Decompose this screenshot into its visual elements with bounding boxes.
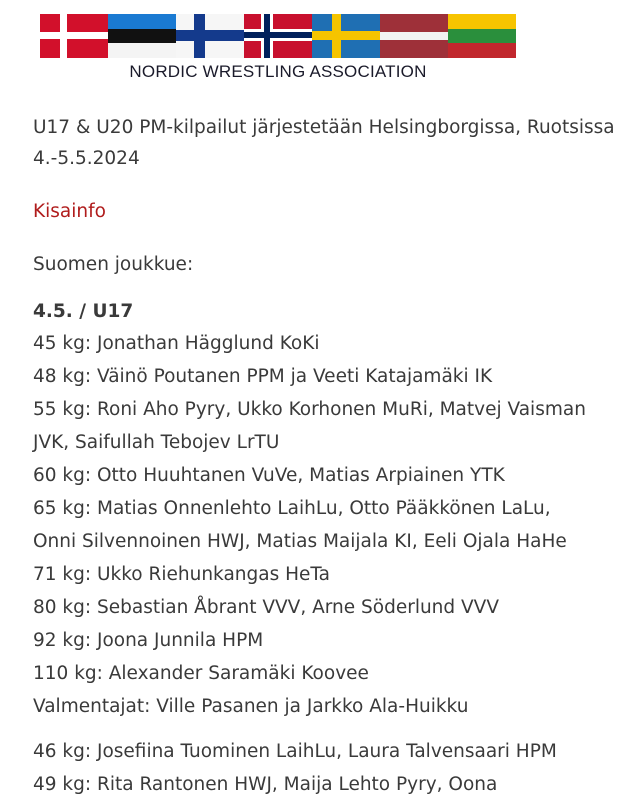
list-item: 49 kg: Rita Rantonen HWJ, Maija Lehto Pyry, Oona [33, 774, 498, 795]
list-item: 60 kg: Otto Huuhtanen VuVe, Matias Arpiainen YTK [33, 465, 505, 486]
coaches-line: Valmentajat: Ville Pasanen ja Jarkko Ala-Huikku [33, 696, 469, 717]
list-item: 65 kg: Matias Onnenlehto LaihLu, Otto Pääkkönen LaLu, [33, 498, 551, 519]
section-title-u17: 4.5. / U17 [33, 301, 134, 322]
list-item: 80 kg: Sebastian Åbrant VVV, Arne Söderlund VVV [33, 597, 499, 618]
article-body [33, 112, 623, 801]
list-item: Onni Silvennoinen HWJ, Matias Maijala KI, Eeli Ojala HaHe [33, 531, 567, 552]
finland-flag-icon [176, 14, 244, 58]
association-title: NORDIC WRESTLING ASSOCIATION [129, 62, 427, 81]
article-headline: U17 & U20 PM-kilpailut järjestetään Helsingborgissa, Ruotsissa 4.-5.5.2024 [33, 117, 615, 169]
list-item: 46 kg: Josefiina Tuominen LaihLu, Laura Talvensaari HPM [33, 741, 557, 762]
norway-flag-icon [244, 14, 312, 58]
list-item: 92 kg: Joona Junnila HPM [33, 630, 264, 651]
header-banner [40, 14, 516, 82]
flag-strip [40, 14, 516, 58]
latvia-flag-icon [380, 14, 448, 58]
list-item: 45 kg: Jonathan Hägglund KoKi [33, 333, 320, 354]
sweden-flag-icon [312, 14, 380, 58]
list-item: JVK, Saifullah Tebojev LrTU [33, 432, 280, 453]
list-item: 55 kg: Roni Aho Pyry, Ukko Korhonen MuRi, Matvej Vaisman [33, 399, 586, 420]
section-gap [33, 723, 623, 735]
denmark-flag-icon [40, 14, 108, 58]
estonia-flag-icon [108, 14, 176, 58]
list-item: 71 kg: Ukko Riehunkangas HeTa [33, 564, 330, 585]
kisainfo-link[interactable]: Kisainfo [33, 201, 106, 222]
list-item: 48 kg: Väinö Poutanen PPM ja Veeti Katajamäki IK [33, 366, 493, 387]
team-label: Suomen joukkue: [33, 254, 194, 275]
list-item: 110 kg: Alexander Saramäki Koovee [33, 663, 369, 684]
lithuania-flag-icon [448, 14, 516, 58]
